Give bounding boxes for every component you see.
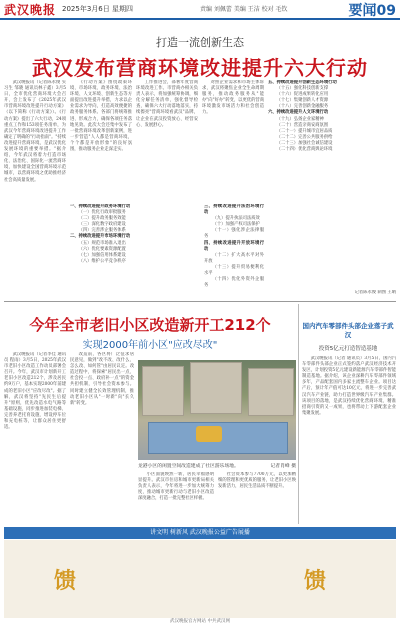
- action-list-item: （十二）扩大高水平对外开放: [204, 252, 264, 264]
- issue-date: 2025年3月6日 星期四: [62, 5, 133, 13]
- action-list-heading: 一、持续改进提升政务环境行动: [70, 204, 131, 209]
- action-list-item: （二十四）优化营商舆论环境: [276, 147, 333, 153]
- article1-kicker: 打造一流创新生态: [156, 36, 244, 49]
- action-list-heading: 四、持续改进提升开放环境行动: [204, 240, 264, 252]
- photo-building: [190, 362, 242, 414]
- article2-headline: 今年全市老旧小区改造新开工212个: [29, 316, 271, 334]
- article1-paragraph: 武汉晚报讯（记者陈永俊 实习生 邹晓 通讯员林子鑫）3月5日，全市优化营商环境大会召开，会上发布了《2025年武汉市营商环境改进提升行动方案》（以下简称《行动方案》）。《行动方案》提出了六大行动，24项重点工作和153项任务清单，为武汉今年营商环境改进提升工作确定了明确的"行动指南"。"持续改进提升营商环境，是武汉优化发展环境的重要举措。"据介绍，今年武汉将着力打造市场化、法治化、国际化一流营商环境，加快建设全国营商环境示范城市，以营商环境之优助推经济社会高质量发展。: [4, 80, 66, 183]
- action-list-item: （十九）弘扬企业家精神: [276, 116, 324, 122]
- action-list-item: （十六）促进成果转化应用: [276, 92, 329, 98]
- article2-subhead: 实现2000年前小区"应改尽改": [82, 340, 218, 351]
- article2-column-3: [138, 472, 214, 522]
- photo-caption: 龙港小区的闲置空间改造建成了社区游乐场地。: [138, 464, 239, 469]
- action-list-item: （四）完善涉企服务体系: [78, 228, 126, 234]
- action-list-item: （八）维护公平竞争秩序: [78, 258, 126, 264]
- article1-credit: 记者陈永俊 制图 王晴: [354, 290, 396, 295]
- article2-paragraph: 小区面貌焕然一新，居民幸福感明显提升。武汉市住房和城市更新局相关负责人表示，今年将进一步加大统筹力度，推动城市更新行动与老旧小区改造深度融合，打造一批完整社区样板。: [138, 472, 214, 502]
- ad-graphic-left: 馈: [54, 569, 77, 594]
- action-list-item: （二十一）提升城市宜居品质: [276, 128, 333, 134]
- action-list-item: （十三）提升贸易便利化水平: [204, 264, 264, 277]
- article2-paragraph: 社会资本参与7700万元，以更加精细的管理和更优质的服务，让老旧小区焕发新活力，居民生活品质不断提升。: [218, 472, 296, 490]
- section-title: 要闻09: [348, 3, 396, 19]
- article2-paragraph: 改造前，各区将广泛征求居民意见，做到"改不改、改什么、怎么改、如何管"由居民议定。改造过程中，将探索"居民出一点、社会投一点、政府补一点"的资金共担机制，引导社会资本参与。同时建立健全长效管理机制，推动老旧小区从"一时新"向"长久新"转变。: [70, 352, 134, 406]
- article1-column-3: [136, 80, 198, 200]
- article1-paragraph: 《行动方案》围绕政策环境、市场环境、政务环境、法治环境、人文环境、创新生态等方面提出改进提升举措，力求以企业需求为导向，打造高效便捷的政务服务体系。各部门将统筹推进、形成合力，确保各项任务落地见效。此次大会还集中发布了一批营商环境改革创新案例，进一步营造"人人都是营商环境，个个都是开放形象"的良好氛围，推动服务企业走深走实。: [70, 80, 132, 153]
- article2-column-2: [70, 352, 134, 522]
- side-article-body: 武汉晚报讯（记者 通讯员）3月5日，国内汽车零部件头部企业正式签约落户武汉经济技术开发区，计划投资5亿元建设新能源汽车零部件智能制造基地。据介绍，该企业深耕汽车零部件领域多年，产品配套国内多家主流整车企业。项目达产后，预计年产值可达10亿元，将进一步完善武汉汽车产业链，助力打造世界级汽车产业集群。该项目的落地，是武汉持续优化营商环境、精准招商引资的又一成果，也将带动上下游配套企业集聚发展。: [302, 356, 396, 416]
- action-list-item: （二十三）加强社会诚信建设: [276, 140, 333, 146]
- article1-headline: 武汉发布营商环境改进提升六大行动: [32, 56, 368, 80]
- action-list-item: （十四）优化外资外企服务: [204, 277, 264, 289]
- action-list-item: （十七）集聚创新人才资源: [276, 98, 329, 104]
- ad-graphic-right: 馈: [304, 569, 327, 594]
- photo-caption-box: [138, 462, 296, 469]
- action-list-item: （十一）强化涉企法律服务: [204, 228, 264, 240]
- article2-column-4: [218, 472, 296, 522]
- action-list-item: （二十）营造亲商安商氛围: [276, 122, 329, 128]
- article1-credit-box: [268, 290, 396, 298]
- article1-paragraph: 工作推进会，部署年度营商环境改进工作。市营商办相关负责人表示，将加强统筹协调，细化分解任务清单，强化督导检查，确保六大行动落地落实，持续擦亮"营商环境看武汉"品牌，让企业在武汉投资放心、经营安心、发展舒心。: [136, 80, 198, 128]
- side-article-body-box: [302, 356, 396, 522]
- action-list-item: （九）提升执法司法质效: [212, 216, 260, 222]
- photo-credit: 记者肖峰 摄: [270, 464, 296, 469]
- photo-building: [248, 368, 294, 416]
- action-list-heading: 六、持续改进提升人文环境行动: [268, 110, 329, 116]
- action-list-heading: 三、持续改进提升法治环境行动: [204, 204, 264, 216]
- action-list-heading: 二、持续改进提升市场环境行动: [70, 234, 131, 240]
- photo-slide: [196, 426, 222, 442]
- side-article-subhead: 投资5亿元打造智造基地: [318, 346, 378, 352]
- action-list-item: （二十二）完善公共服务供给: [276, 134, 333, 140]
- photo-building: [142, 366, 184, 416]
- action-list-item: （十八）完善创新金融服务: [276, 104, 329, 110]
- action-list-item: （七）加强信用体系建设: [78, 252, 126, 258]
- article1-paragraph: 对照企业需求和市场主体诉求，武汉将聚焦企业全生命周期服务，推动政务服务从"能办"向"好办"转变，以更优的营商环境激发市场活力和社会创造力。: [202, 80, 264, 116]
- action-list-heading: 五、持续改进提升创新生态环境行动: [268, 80, 337, 85]
- side-article-headline: 国内汽车零部件头部企业落子武汉: [302, 322, 394, 339]
- editor-credits: 责编 刘佩蕾 美编 王洁 校对 毛钦: [200, 6, 288, 13]
- masthead: [0, 0, 400, 20]
- article1-column-1: [4, 80, 66, 298]
- article2-paragraph: 武汉晚报讯（记者李佳 通讯员 程雨）3月5日，2025年武汉市老旧小区改造工作动员部署会召开。今年，武汉市计划新开工老旧小区改造212个，涉及居民约9万户，基本实现2000年前建成的老旧小区"应改尽改"。据了解，武汉将坚持"先民生后提升"原则，优先改造水电气路等基础设施，同步推进加装电梯、完善养老托育设施、增设停车位和充电桩等，让群众居住更舒适。: [4, 352, 66, 431]
- action-list-item: （二）提升政务服务效能: [78, 216, 126, 222]
- action-list-item: （三）深化数字政府建设: [78, 222, 126, 228]
- page-footer: 武汉晚报官方网站 中共武汉网: [170, 619, 230, 624]
- action-list-item: （一）优化行政审批服务: [78, 210, 126, 216]
- action-list-left: [70, 204, 200, 298]
- section-divider: [4, 301, 396, 302]
- public-service-ad: [4, 540, 396, 618]
- article1-column-4: [202, 80, 264, 200]
- action-list-item: （五）规范市场准入退出: [78, 240, 126, 246]
- action-list-item: （六）优化要素资源配置: [78, 246, 126, 252]
- action-list-item: （十五）强化科技创新支撑: [276, 86, 329, 92]
- public-service-ad-banner: 讲文明 树新风 武汉晚报公益广告展播: [4, 527, 396, 539]
- action-list-right: [268, 80, 396, 290]
- newspaper-logo: 武汉晚报: [4, 3, 57, 17]
- column-divider: [298, 304, 299, 524]
- action-list-item: （十）加强产权司法保护: [212, 222, 260, 228]
- playground-photo: [138, 360, 296, 460]
- article2-column-1: [4, 352, 66, 522]
- article1-column-2: [70, 80, 132, 200]
- action-list-middle: [204, 204, 264, 298]
